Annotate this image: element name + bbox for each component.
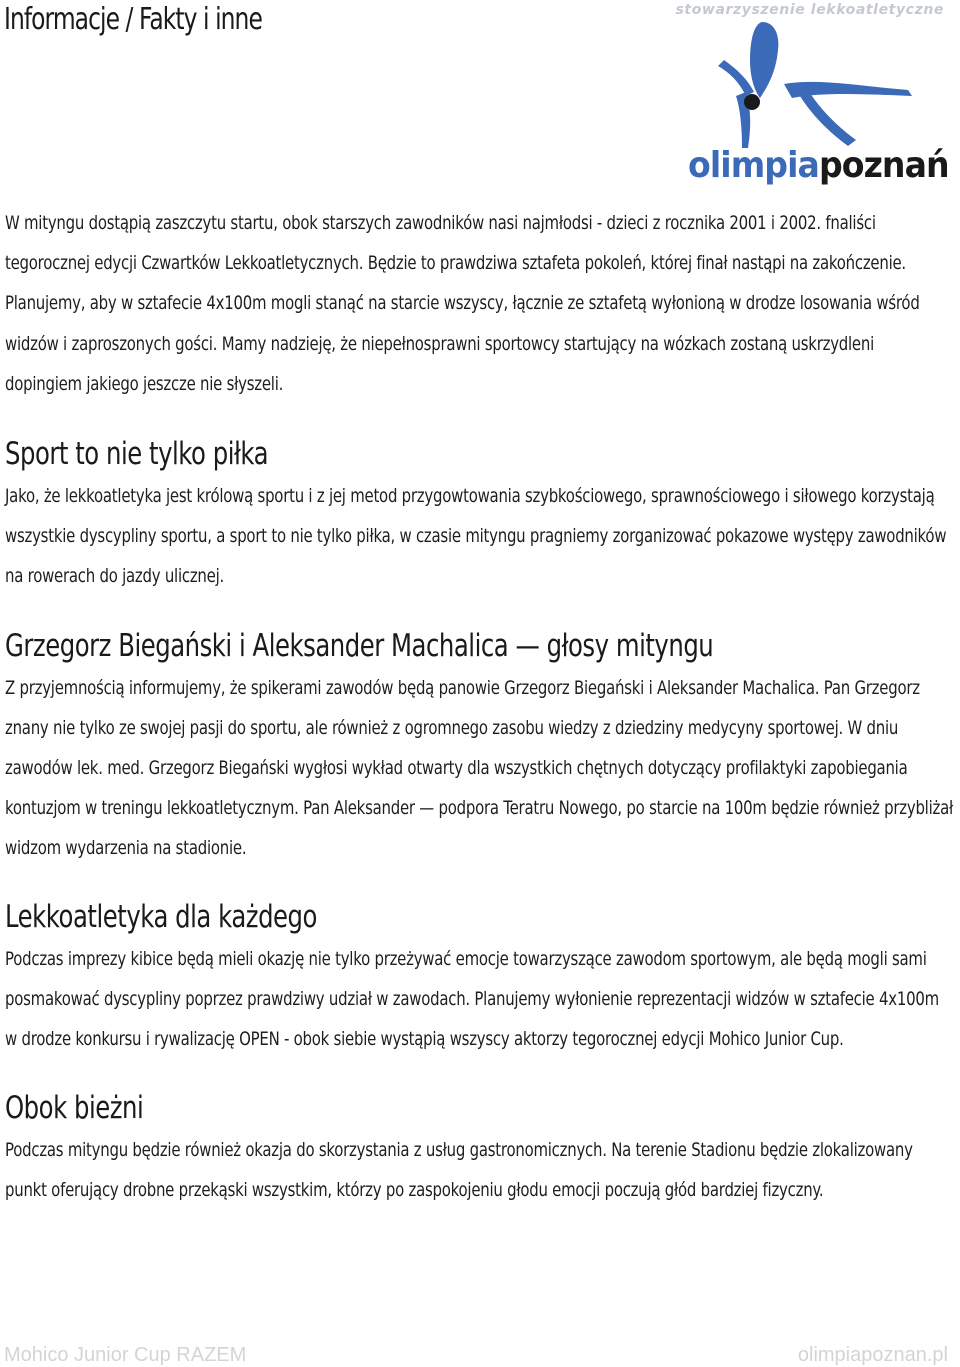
section-text-sport: Jako, że lekkoatletyka jest królową sportu i z jej metod przygowtowania szybkościowego, sprawnościowego i siłowego korzystają wszystkie dyscypliny sportu, a sport to nie tylko piłka, w czasie mityngu pragniemy zorganizować pokazowe występy zawodników na rowerach do jazdy ulicznej. [5,485,947,588]
intro-paragraph: W mityngu dostąpią zaszczytu startu, obok starszych zawodników nasi najmłodsi - dzieci z rocznika 2001 i 2002. fnaliści tegorocznej edycji Czwartków Lekkoatletycznych. Będzie to prawdziwa sztafeta pokoleń, której finał nastąpi na zakończenie. Planujemy, aby w sztafecie 4x100m mogli stanąć na starcie wszyscy, łącznie ze sztafetą wyłonioną w drodze losowania wśród widzów i zaproszonych gości. Mamy nadzieję, że niepełnosprawni sportowcy startujący na wózkach zostaną uskrzydleni dopingiem jakiego jeszcze nie słyszeli. [5,212,920,395]
section-heading-speakers: Grzegorz Biegański i Aleksander Machalica — głosy mityngu [5,627,714,664]
section-heading-sport: Sport to nie tylko piłka [5,436,269,473]
section-text-everyone: Podczas imprezy kibice będą mieli okazję nie tylko przeżywać emocje towarzyszące zawodom sportowym, ale będą mogli sami posmakować dyscypliny poprzez prawdziwy udział w zawodach. Planujemy wyłonienie reprezentacji widzów w sztafecie 4x100m w drodze konkursu i rywalizację OPEN - obok siebie wystąpią wszyscy aktorzy tegorocznej edycji Mohico Junior Cup. [5,947,939,1051]
footer-website-link[interactable]: olimpiapoznan.pl [797,1344,948,1366]
section-text-beside-track: Podczas mityngu będzie również okazja do skorzystania z usług gastronomicznych. Na terenie Stadionu będzie zlokalizowany punkt oferujący drobne przekąski wszystkim, którzy po zaspokojeniu głodu emocji poczują głód bardziej fizyczny. [5,1139,913,1202]
runner-emblem-icon [688,20,944,152]
logo-wordmark-olimpia: olimpia [688,145,819,186]
logo-tagline: stowarzyszenie lekkoatletyczne [675,2,944,18]
logo-wordmark-poznan: poznań [818,145,949,186]
article-body [5,203,955,1211]
section-heading-beside-track: Obok bieżni [5,1090,144,1127]
page-title: Informacje / Fakty i inne [4,2,262,37]
footer-event-name: Mohico Junior Cup RAZEM [4,1344,247,1366]
logo-wordmark [688,146,949,186]
section-text-speakers: Z przyjemnością informujemy, że spikerami zawodów będą panowie Grzegorz Biegański i Aleksander Machalica. Pan Grzegorz znany nie tylko ze swojej pasji do sportu, ale również z ogromnego zasobu wiedzy z dziedziny medycyny sportowej. W dniu zawodów lek. med. Grzegorz Biegański wygłosi wykład otwarty dla wszystkich chętnych dotyczący profilaktyki zapobiegania kontuzjom w treningu lekkoatletycznym. Pan Aleksander — podpora Teratru Nowego, po starcie na 100m będzie również przybliżał widzom wydarzenia na stadionie. [5,676,953,860]
section-heading-everyone: Lekkoatletyka dla każdego [5,898,317,935]
